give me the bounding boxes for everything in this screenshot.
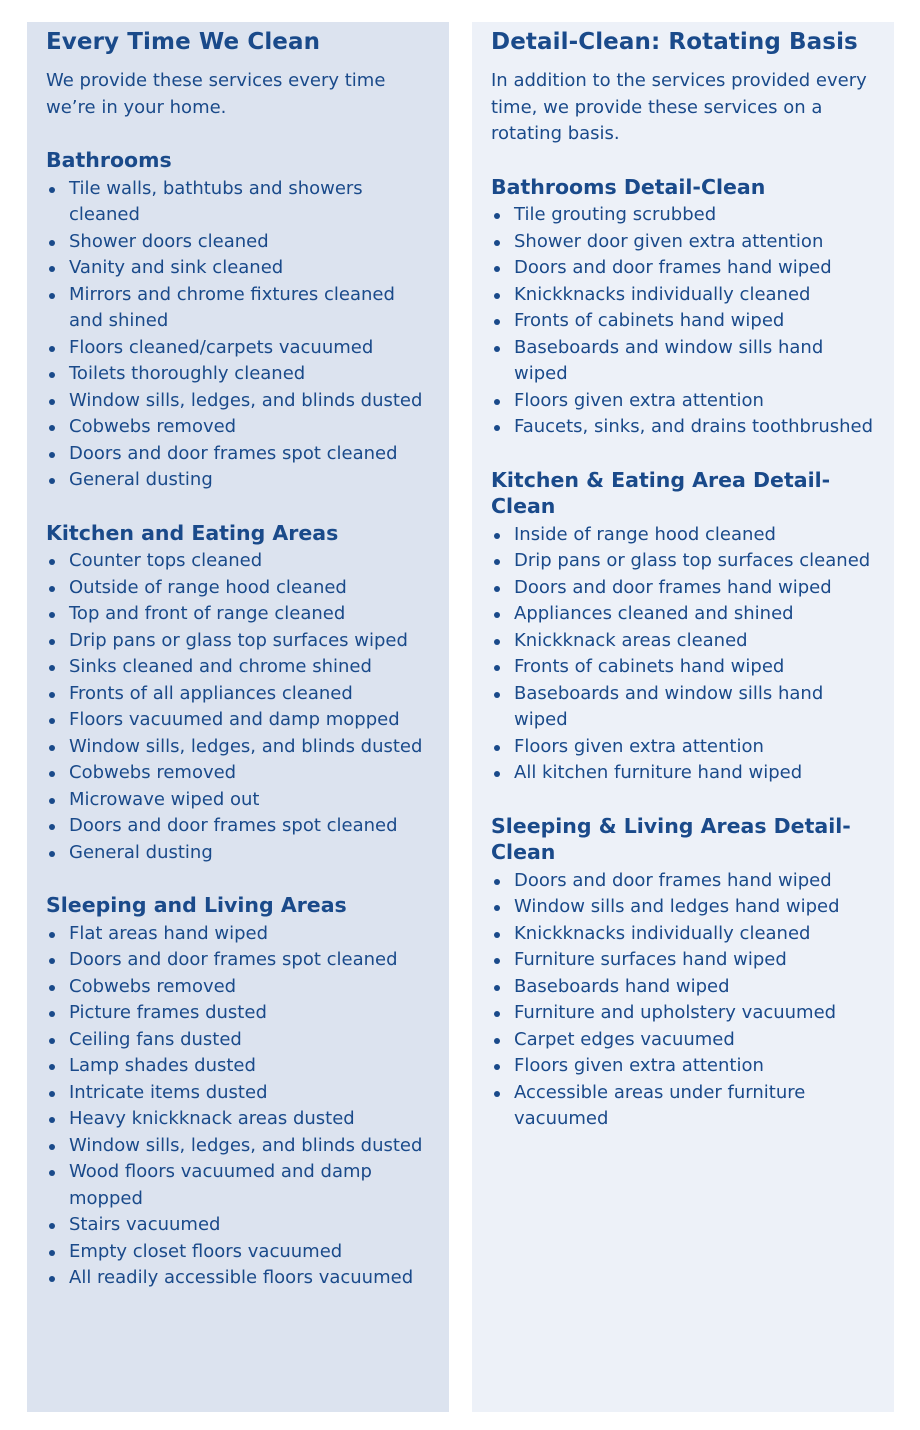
section-heading: Sleeping & Living Areas Detail-Clean xyxy=(491,813,851,864)
every-time-column xyxy=(27,22,449,1412)
section-heading: Kitchen and Eating Areas xyxy=(46,520,339,545)
list-item: Vanity and sink cleaned xyxy=(46,255,431,282)
list-item: Doors and door frames hand wiped xyxy=(491,575,876,602)
list-item: Toilets thoroughly cleaned xyxy=(46,361,431,388)
list-item: Floors cleaned/carpets vacuumed xyxy=(46,335,431,362)
list-item: Picture frames dusted xyxy=(46,1000,431,1027)
list-item: Stairs vacuumed xyxy=(46,1212,431,1239)
list-item: Cobwebs removed xyxy=(46,974,431,1001)
list-item: Shower door given extra attention xyxy=(491,229,876,256)
list-item: Floors vacuumed and damp mopped xyxy=(46,707,431,734)
list-item: Window sills and ledges hand wiped xyxy=(491,894,876,921)
list-item: Cobwebs removed xyxy=(46,760,431,787)
list-item: Accessible areas under furniture vacuumed xyxy=(491,1080,876,1133)
detail-clean-column xyxy=(472,22,894,1412)
service-list xyxy=(46,921,431,1292)
list-item: Sinks cleaned and chrome shined xyxy=(46,654,431,681)
list-item: Outside of range hood cleaned xyxy=(46,575,431,602)
list-item: Fronts of cabinets hand wiped xyxy=(491,654,876,681)
list-item: Tile walls, bathtubs and showers cleaned xyxy=(46,176,431,229)
list-item: Window sills, ledges, and blinds dusted xyxy=(46,388,431,415)
section-heading: Bathrooms Detail-Clean xyxy=(491,174,766,199)
column-title: Every Time We Clean xyxy=(46,29,321,55)
list-item: Carpet edges vacuumed xyxy=(491,1027,876,1054)
list-item: Drip pans or glass top surfaces wiped xyxy=(46,628,431,655)
list-item: All kitchen furniture hand wiped xyxy=(491,760,876,787)
list-item: Empty closet floors vacuumed xyxy=(46,1239,431,1266)
list-item: Wood floors vacuumed and damp mopped xyxy=(46,1159,431,1212)
list-item: Drip pans or glass top surfaces cleaned xyxy=(491,548,876,575)
list-item: Doors and door frames spot cleaned xyxy=(46,441,431,468)
list-item: Fronts of cabinets hand wiped xyxy=(491,308,876,335)
list-item: Heavy knickknack areas dusted xyxy=(46,1106,431,1133)
list-item: Microwave wiped out xyxy=(46,787,431,814)
list-item: Inside of range hood cleaned xyxy=(491,522,876,549)
list-item: Floors given extra attention xyxy=(491,1053,876,1080)
list-item: Knickknack areas cleaned xyxy=(491,628,876,655)
list-item: Baseboards hand wiped xyxy=(491,974,876,1001)
list-item: All readily accessible floors vacuumed xyxy=(46,1265,431,1292)
list-item: Top and front of range cleaned xyxy=(46,601,431,628)
section-heading: Bathrooms xyxy=(46,148,172,172)
list-item: Doors and door frames spot cleaned xyxy=(46,813,431,840)
list-item: Intricate items dusted xyxy=(46,1080,431,1107)
list-item: Baseboards and window sills hand wiped xyxy=(491,681,876,734)
section-heading: Sleeping and Living Areas xyxy=(46,893,347,917)
service-list xyxy=(491,202,876,441)
list-item: Floors given extra attention xyxy=(491,734,876,761)
column-title: Detail-Clean: Rotating Basis xyxy=(491,29,858,55)
list-item: Furniture surfaces hand wiped xyxy=(491,947,876,974)
service-list xyxy=(46,548,431,866)
list-item: Tile grouting scrubbed xyxy=(491,202,876,229)
list-item: Fronts of all appliances cleaned xyxy=(46,681,431,708)
column-intro: In addition to the services provided every time, we provide these services on a rotating basis. xyxy=(491,70,867,144)
list-item: Appliances cleaned and shined xyxy=(491,601,876,628)
list-item: Window sills, ledges, and blinds dusted xyxy=(46,734,431,761)
sections xyxy=(491,174,876,1133)
list-item: Knickknacks individually cleaned xyxy=(491,282,876,309)
service-list xyxy=(491,868,876,1133)
list-item: Doors and door frames hand wiped xyxy=(491,255,876,282)
list-item: Flat areas hand wiped xyxy=(46,921,431,948)
list-item: Floors given extra attention xyxy=(491,388,876,415)
section-heading: Kitchen & Eating Area Detail-Clean xyxy=(491,467,831,518)
list-item: Window sills, ledges, and blinds dusted xyxy=(46,1133,431,1160)
column-intro: We provide these services every time we’re in your home. xyxy=(46,70,386,118)
list-item: General dusting xyxy=(46,840,431,867)
service-list xyxy=(491,522,876,787)
list-item: Doors and door frames hand wiped xyxy=(491,868,876,895)
list-item: Faucets, sinks, and drains toothbrushed xyxy=(491,414,876,441)
sections xyxy=(46,147,431,1292)
list-item: Doors and door frames spot cleaned xyxy=(46,947,431,974)
list-item: Counter tops cleaned xyxy=(46,548,431,575)
list-item: Mirrors and chrome fixtures cleaned and shined xyxy=(46,282,431,335)
list-item: Baseboards and window sills hand wiped xyxy=(491,335,876,388)
list-item: Cobwebs removed xyxy=(46,414,431,441)
list-item: Shower doors cleaned xyxy=(46,229,431,256)
list-item: Lamp shades dusted xyxy=(46,1053,431,1080)
list-item: Ceiling fans dusted xyxy=(46,1027,431,1054)
service-list xyxy=(46,176,431,494)
list-item: Furniture and upholstery vacuumed xyxy=(491,1000,876,1027)
list-item: General dusting xyxy=(46,467,431,494)
list-item: Knickknacks individually cleaned xyxy=(491,921,876,948)
